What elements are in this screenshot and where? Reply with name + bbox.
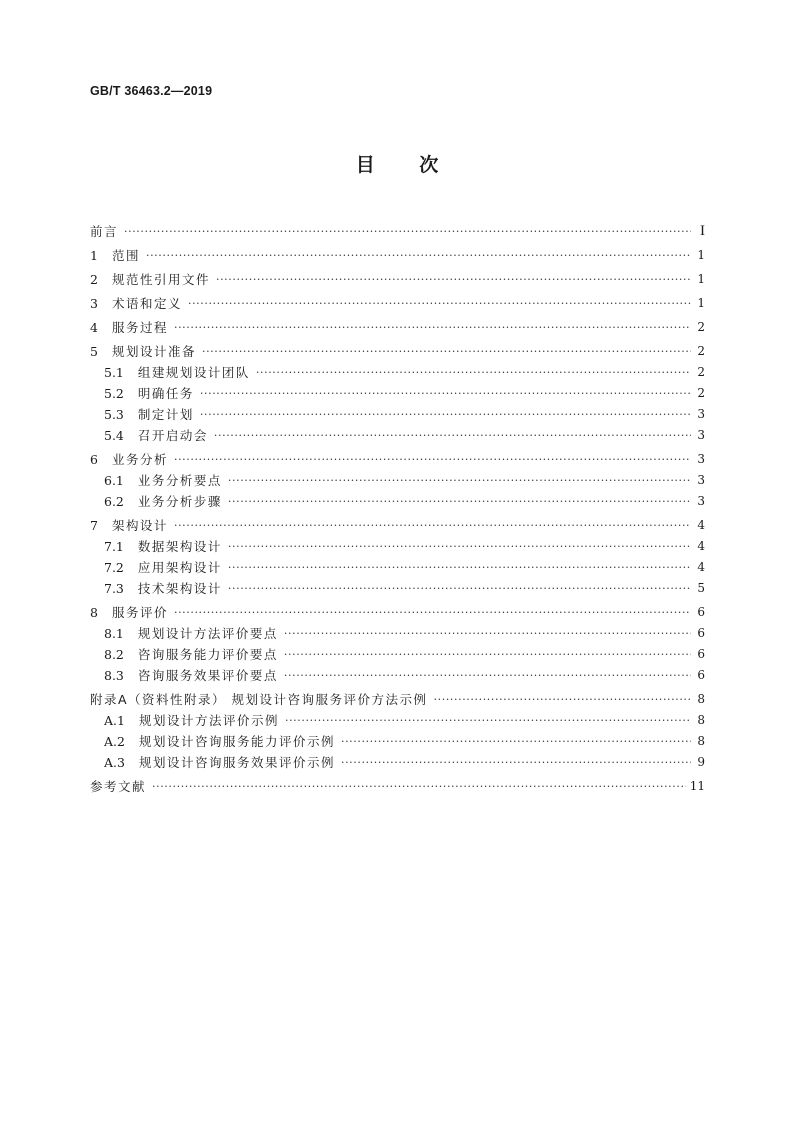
toc-entry-label: 咨询服务能力评价要点	[137, 647, 278, 662]
toc-entry[interactable]	[90, 359, 705, 380]
toc-entry-page-number: 6	[697, 668, 705, 682]
dot-leader	[124, 224, 691, 239]
toc-entry-page-number: 2	[697, 320, 705, 334]
toc-entry-page-number: 11	[689, 779, 705, 793]
toc-entry-text	[104, 473, 222, 488]
toc-entry[interactable]	[90, 380, 705, 401]
dot-leader	[228, 473, 691, 488]
toc-entry-label: 附录A（资料性附录） 规划设计咨询服务评价方法示例	[90, 692, 428, 707]
toc-entry[interactable]	[90, 443, 705, 467]
toc-entry-label: 规划设计咨询服务效果评价示例	[138, 755, 335, 770]
toc-entry-label: 规划设计方法评价要点	[137, 626, 278, 641]
toc-entry-page-number: 6	[697, 647, 705, 661]
toc-entry-label: 制定计划	[137, 407, 194, 422]
toc-entry-page-number: 3	[697, 407, 705, 421]
toc-entry-number: 8	[90, 605, 98, 620]
toc-entry-label: 架构设计	[111, 518, 168, 533]
toc-entry-text	[104, 755, 335, 770]
dot-leader	[284, 647, 691, 662]
toc-entry-page-number: 4	[697, 560, 705, 574]
toc-entry-number: 6	[90, 452, 98, 467]
toc-entry-label: 咨询服务效果评价要点	[137, 668, 278, 683]
dot-leader	[228, 560, 691, 575]
toc-entry-text	[104, 647, 278, 662]
toc-entry[interactable]	[90, 488, 705, 509]
toc-entry-page-number: 4	[697, 518, 705, 532]
toc-entry-text	[90, 518, 168, 533]
toc-entry-number: 5.4	[104, 428, 124, 443]
toc-entry-text	[90, 320, 168, 335]
dot-leader	[434, 692, 691, 707]
toc-entry-number: 5.1	[104, 365, 124, 380]
dot-leader	[188, 296, 691, 311]
toc-entry-page-number: 3	[697, 452, 705, 466]
toc-entry-text	[104, 539, 222, 554]
toc-entry-number: 7	[90, 518, 98, 533]
toc-entry-page-number: 8	[697, 692, 705, 706]
toc-entry[interactable]	[90, 533, 705, 554]
dot-leader	[174, 518, 691, 533]
dot-leader	[200, 407, 691, 422]
toc-entry-text	[90, 248, 140, 263]
toc-entry[interactable]	[90, 749, 705, 770]
toc-entry-text	[104, 668, 278, 683]
toc-entry-page-number: 5	[697, 581, 705, 595]
toc-entry-text	[90, 605, 168, 620]
dot-leader	[284, 626, 691, 641]
toc-entry-number: 8.3	[104, 668, 124, 683]
toc-entry-page-number: 1	[697, 296, 705, 310]
page-title: 目 次	[355, 154, 439, 176]
toc-entry-page-number: 1	[697, 272, 705, 286]
toc-entry-label: 数据架构设计	[137, 539, 222, 554]
toc-entry-number: 5.2	[104, 386, 124, 401]
toc-entry[interactable]	[90, 728, 705, 749]
toc-entry-text	[104, 365, 250, 380]
dot-leader	[174, 605, 691, 620]
dot-leader	[341, 734, 691, 749]
toc-entry-label: 技术架构设计	[137, 581, 222, 596]
toc-entry-label: 前言	[90, 224, 119, 239]
toc-entry-text	[90, 692, 428, 707]
dot-leader	[202, 344, 691, 359]
dot-leader	[174, 320, 691, 335]
toc-entry-page-number: 3	[697, 473, 705, 487]
dot-leader	[228, 494, 691, 509]
toc-entry[interactable]	[90, 620, 705, 641]
dot-leader	[228, 539, 691, 554]
toc-entry-label: 明确任务	[137, 386, 194, 401]
toc-entry-label: 术语和定义	[111, 296, 182, 311]
toc-entry-label: 参考文献	[90, 779, 147, 794]
toc-entry-label: 范围	[111, 248, 140, 263]
toc-entry-page-number: 6	[697, 626, 705, 640]
toc-entry-label: 服务评价	[111, 605, 168, 620]
toc-entry-text	[104, 494, 222, 509]
toc-entry[interactable]	[90, 683, 705, 707]
toc-entry-text	[104, 386, 194, 401]
toc-entry-label: 服务过程	[111, 320, 168, 335]
dot-leader	[341, 755, 691, 770]
dot-leader	[228, 581, 691, 596]
toc-entry-page-number: 3	[697, 494, 705, 508]
toc-entry-number: 5.3	[104, 407, 124, 422]
toc-entry[interactable]	[90, 287, 705, 311]
toc-entry[interactable]	[90, 575, 705, 596]
toc-entry[interactable]	[90, 707, 705, 728]
toc-entry-page-number: 9	[697, 755, 705, 769]
toc-entry[interactable]	[90, 401, 705, 422]
toc-entry-page-number: 1	[697, 248, 705, 262]
table-of-contents	[90, 215, 705, 794]
toc-entry-text	[104, 626, 278, 641]
dot-leader	[256, 365, 691, 380]
toc-entry-number: 8.1	[104, 626, 124, 641]
toc-entry-number: 7.1	[104, 539, 124, 554]
toc-entry-number: 2	[90, 272, 98, 287]
toc-entry-page-number: 4	[697, 539, 705, 553]
toc-entry-page-number: 2	[697, 344, 705, 358]
toc-entry-label: 规划设计准备	[111, 344, 196, 359]
toc-entry[interactable]	[90, 335, 705, 359]
toc-entry-label: 规划设计咨询服务能力评价示例	[138, 734, 335, 749]
dot-leader	[216, 272, 691, 287]
toc-entry-label: 召开启动会	[137, 428, 208, 443]
toc-entry[interactable]	[90, 641, 705, 662]
toc-entry-text	[104, 581, 222, 596]
toc-entry-label: 业务分析要点	[137, 473, 222, 488]
toc-entry-number: 6.2	[104, 494, 124, 509]
toc-entry-text	[104, 407, 194, 422]
toc-entry[interactable]	[90, 215, 705, 239]
dot-leader	[200, 386, 691, 401]
toc-entry-page-number: I	[700, 223, 705, 239]
toc-entry[interactable]	[90, 554, 705, 575]
toc-entry-label: 规划设计方法评价示例	[138, 713, 279, 728]
toc-entry-text	[104, 734, 335, 749]
toc-entry-label: 组建规划设计团队	[137, 365, 250, 380]
toc-entry-page-number: 3	[697, 428, 705, 442]
dot-leader	[285, 713, 691, 728]
toc-entry-number: 7.2	[104, 560, 124, 575]
toc-entry-number: A.2	[104, 734, 125, 749]
dot-leader	[214, 428, 691, 443]
toc-entry-label: 业务分析	[111, 452, 168, 467]
dot-leader	[284, 668, 691, 683]
toc-entry-text	[104, 713, 279, 728]
toc-entry-number: 4	[90, 320, 98, 335]
toc-entry-page-number: 8	[697, 713, 705, 727]
toc-entry[interactable]	[90, 770, 705, 794]
toc-entry-number: 8.2	[104, 647, 124, 662]
toc-entry[interactable]	[90, 596, 705, 620]
toc-entry-number: A.1	[104, 713, 125, 728]
toc-entry[interactable]	[90, 263, 705, 287]
toc-entry[interactable]	[90, 422, 705, 443]
toc-entry-page-number: 6	[697, 605, 705, 619]
toc-entry-text	[90, 296, 182, 311]
toc-entry[interactable]	[90, 662, 705, 683]
toc-entry-label: 业务分析步骤	[137, 494, 222, 509]
toc-entry[interactable]	[90, 509, 705, 533]
toc-entry-text	[104, 428, 208, 443]
toc-entry-page-number: 2	[697, 365, 705, 379]
toc-entry[interactable]	[90, 311, 705, 335]
dot-leader	[152, 779, 686, 794]
toc-entry-label: 应用架构设计	[137, 560, 222, 575]
toc-entry-text	[90, 344, 196, 359]
dot-leader	[174, 452, 691, 467]
toc-entry-label: 规范性引用文件	[111, 272, 210, 287]
toc-entry-number: 1	[90, 248, 98, 263]
toc-entry-page-number: 8	[697, 734, 705, 748]
toc-entry-number: A.3	[104, 755, 125, 770]
toc-entry-text	[90, 224, 118, 239]
toc-entry[interactable]	[90, 467, 705, 488]
dot-leader	[146, 248, 691, 263]
toc-entry-number: 6.1	[104, 473, 124, 488]
toc-entry-text	[104, 560, 222, 575]
toc-entry-text	[90, 779, 146, 794]
toc-entry-text	[90, 452, 168, 467]
toc-entry-text	[90, 272, 210, 287]
toc-entry[interactable]	[90, 239, 705, 263]
toc-entry-page-number: 2	[697, 386, 705, 400]
toc-entry-number: 7.3	[104, 581, 124, 596]
standard-number: GB/T 36463.2—2019	[90, 84, 213, 98]
toc-entry-number: 5	[90, 344, 98, 359]
toc-entry-number: 3	[90, 296, 98, 311]
